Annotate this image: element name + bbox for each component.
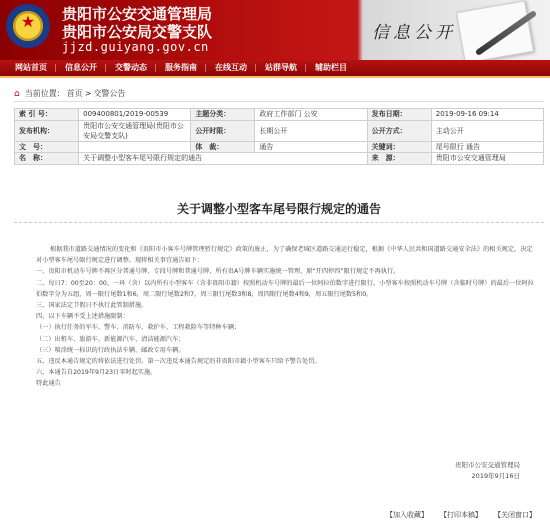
breadcrumb-current-link[interactable]: 交警公告: [93, 89, 126, 98]
article-paragraph: 二、每日7：00至20：00，一环（含）以内所有小型客车（含非贵阳市籍）按照机动车号牌的最后一位阿拉伯数字进行限行。小型客车按照机动车号牌（含临时号牌）的最后一位阿拉伯数字分为五组，周一限行尾数1和6，周二限行尾数2和7，周三限行尾数3和8，周四限行尾数4和9，周五限行尾数5和0。: [36, 279, 534, 298]
article-paragraph: （二）出租车、旅游车、新能源汽车、清洁能源汽车；: [36, 335, 185, 343]
index-no-value: 009400801/2019-00539: [79, 109, 191, 121]
main-nav: [0, 60, 550, 78]
article-divider: [14, 222, 544, 223]
breadcrumb: [14, 86, 544, 102]
method-value: 主动公开: [431, 120, 543, 141]
document-meta-table: [14, 108, 544, 165]
name-label: 名 称：: [15, 153, 79, 165]
police-emblem-icon: ★: [6, 4, 50, 48]
nav-item-news[interactable]: | 交警动态: [106, 60, 156, 76]
period-value: 长期公开: [255, 120, 367, 141]
date-value: 2019-09-16 09:14: [431, 109, 543, 121]
site-title-line2: 贵阳市公安局交警支队: [62, 23, 213, 41]
article-paragraph: （一）执行任务的军车、警车、消防车、救护车、工程救险车等特种车辆；: [36, 324, 241, 332]
breadcrumb-label: 当前位置：: [24, 89, 65, 98]
article-paragraph: （三）喷涂统一标识的行政执法车辆、邮政专用车辆。: [36, 346, 185, 354]
category-value: 政府工作部门 公安: [255, 109, 367, 121]
source-value: 贵阳市公安交通管理局: [431, 153, 543, 165]
article-paragraph: 五、违反本通告规定的将依法进行处罚。第一次违反本通告规定的非贵阳市籍小型客车只给予警告处罚。: [36, 358, 321, 366]
docno-value: [79, 141, 191, 153]
close-window-button[interactable]: 【关闭窗口】: [494, 511, 536, 519]
keywords-value: 尾号限行 通告: [431, 141, 543, 153]
signature-date: 2019年9月16日: [471, 472, 520, 480]
home-icon: ⌂: [14, 89, 20, 99]
article-signature: [455, 460, 520, 482]
publisher-label: 发布机构：: [15, 120, 79, 141]
nav-item-interaction[interactable]: | 在线互动: [206, 60, 256, 76]
article-paragraph: 四、以下车辆不受上述措施限制：: [36, 313, 129, 321]
period-label: 公开时限：: [191, 120, 255, 141]
category-label: 主题分类：: [191, 109, 255, 121]
breadcrumb-separator: >: [84, 89, 92, 98]
article-paragraph: 根据我市道路交通情况的变化和《贵阳市小客车号牌管理暂行规定》政策的废止，为了确保老城区道路交通运行稳定，根据《中华人民共和国道路交通安全法》的相关规定，决定对小型客车尾号限行规定进行调整。现将相关事宜通告如下：: [36, 246, 533, 265]
site-title-line1: 贵阳市公安交通管理局: [62, 5, 213, 23]
nav-item-service-guide[interactable]: | 服务指南: [156, 60, 206, 76]
breadcrumb-home-link[interactable]: 首页: [66, 89, 83, 98]
genre-label: 体 裁：: [191, 141, 255, 153]
site-domain: jjzd.guiyang.gov.cn: [62, 40, 209, 54]
nav-item-site-group[interactable]: | 站群导航: [256, 60, 306, 76]
date-label: 发布日期：: [367, 109, 431, 121]
article-title: 关于调整小型客车尾号限行规定的通告: [176, 202, 381, 216]
signature-org: 贵阳市公安交通管理局: [455, 461, 520, 469]
article-paragraph: 特此通告: [36, 380, 61, 388]
name-value: 关于调整小型客车尾号限行规定的通告: [79, 153, 368, 165]
article-paragraph: 三、国家法定节假日不执行此管制措施。: [36, 302, 148, 310]
paper-decoration: [456, 0, 534, 60]
banner-slogan: 信息公开: [372, 23, 456, 43]
genre-value: 通告: [255, 141, 367, 153]
article-body: [36, 244, 534, 390]
article-paragraph: 一、贵阳市机动车号牌不再区分普通号牌、专段号牌和普通号牌，所有贵A号牌车辆实施统一管理，原“开四停四”限行规定不再执行。: [36, 268, 400, 276]
print-button[interactable]: 【打印本稿】: [440, 511, 482, 519]
nav-item-auxiliary[interactable]: | 辅助栏目: [306, 60, 356, 76]
keywords-label: 关键词：: [367, 141, 431, 153]
nav-item-home[interactable]: 网站首页: [15, 63, 47, 72]
site-header: [0, 0, 550, 60]
footer-actions: [386, 510, 536, 520]
method-label: 公开方式：: [367, 120, 431, 141]
add-favorite-button[interactable]: 【加入收藏】: [386, 511, 428, 519]
publisher-value: 贵阳市公安交通管理局(贵阳市公安局交警支队): [79, 120, 191, 141]
docno-label: 文 号：: [15, 141, 79, 153]
source-label: 来 源：: [367, 153, 431, 165]
article-paragraph: 六、本通告自2019年9月23日零时起实施。: [36, 369, 157, 377]
nav-item-info-disclosure[interactable]: | 信息公开: [56, 60, 106, 76]
index-no-label: 索 引 号：: [15, 109, 79, 121]
